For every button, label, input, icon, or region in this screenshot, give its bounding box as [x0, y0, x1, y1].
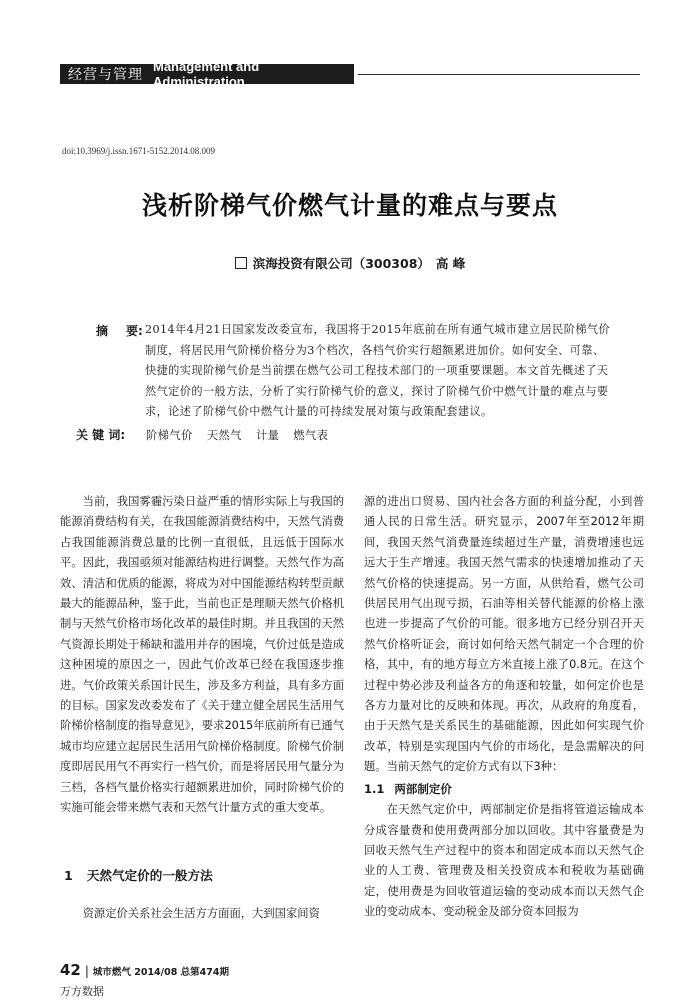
magazine-info: 城市燃气 2014/08 总第474期: [92, 967, 229, 978]
body-paragraph: 在天然气定价中，两部制定价是指将管道运输成本分成容量费和使用费两部分加以回收。其中容量费是为回收天然气生产过程中的资本和固定成本而以天然气企业的人工费、管理费及相关投资成本和税收为基础确定，使用费是为回收管道运输的变动成本而以天然气企业的变动成本、变动税金及部分资本回报为: [364, 803, 644, 919]
keyword-item: 阶梯气价: [146, 429, 193, 442]
section-heading: [60, 865, 213, 884]
body-right-column: [364, 492, 644, 923]
keyword-item: 燃气表: [293, 429, 329, 442]
source-watermark: 万方数据: [60, 985, 104, 998]
keywords-list: [146, 427, 339, 443]
article-title: 浅析阶梯气价燃气计量的难点与要点: [141, 191, 558, 220]
section-label-cn: 经营与管理: [68, 67, 143, 83]
body-paragraph: 资源定价关系社会生活方方面面，大到国家间资: [82, 907, 320, 920]
checkbox-square-icon: [235, 257, 247, 269]
abstract-label-b: 要:: [126, 324, 143, 338]
author-name: 高 峰: [435, 256, 466, 271]
page-footer: [60, 960, 229, 979]
abstract-label-a: 摘: [96, 324, 109, 338]
subsection-title: 两部制定价: [394, 781, 452, 796]
subsection-number: 1.1: [364, 781, 385, 796]
body-left-column: [60, 492, 344, 819]
author-line: [0, 254, 700, 272]
body-paragraph: 源的进出口贸易、国内社会各方面的利益分配，小到普通人民的日常生活。研究显示，2007年至2012年期间，我国天然气消费量连续超过生产量，消费增速也远远大于生产增速。我国天然气需求的快速增加推动了天然气价格的快速提高。另一方面，从供给看，燃气公司供居民用气出现亏损，石油等相关替代能源的价格上涨也进一步提高了气价的可能。很多地方已经分别召开天然气价格听证会，商讨如何给天然气制定一个合理的价格，其中，有的地方每立方米直接上涨了0.8元。在这个过程中势必涉及利益各方的角逐和较量，如何定价也是各方力量对比的反映和体现。再次，从政府的角度看，由于天然气是关系民生的基础能源，因此如何实现气价改革，特别是实现国内气价的市场化，是急需解决的问题。当前天然气的定价方式有以下3种：: [364, 495, 644, 774]
abstract-label: [96, 322, 143, 339]
keywords-label: 关 键 词:: [76, 428, 126, 442]
footer-separator: |: [84, 964, 89, 978]
doi[interactable]: doi:10.3969/j.issn.1671-5152.2014.08.009: [62, 146, 216, 156]
abstract-text: 2014年4月21日国家发改委宣布，我国将于2015年底前在所有通气城市建立居民阶梯气价制度，将居民用气阶梯价格分为3个档次，各档气价实行超额累进加价。如何安全、可靠、快捷的实现阶梯气价是当前摆在燃气公司工程技术部门的一项重要课题。本文首先概述了天然气定价的一般方法，分析了实行阶梯气价的意义，探讨了阶梯气价中燃气计量的难点与要求，论述了阶梯气价中燃气计量的可持续发展对策与政策配套建议。: [145, 323, 611, 418]
keyword-item: 天然气: [206, 429, 242, 442]
section-title: 天然气定价的一般方法: [86, 868, 213, 883]
body-paragraph: 当前，我国雾霾污染日益严重的情形实际上与我国的能源消费结构有关，在我国能源消费结构中，天然气消费占我国能源消费总量的比例一直很低，且远低于国际水平。因此，我国亟须对能源结构进行调整。天然气作为高效、清洁和优质的能源，将成为对中国能源结构转型贡献最大的能源品种，鉴于此，当前也正是理顺天然气价格机制与天然气价格市场化改革的最佳时期。并且我国的天然气资源长期处于稀缺和滥用并存的困境，气价过低是造成这种困境的原因之一，因此气价改革已经在我国逐步推进。气价政策关系国计民生，涉及多方利益，具有多方面的目标。国家发改委发布了《关于建立健全居民生活用气阶梯价格制度的指导意见》，要求2015年底前所有已通气城市均应建立起居民生活用气阶梯价格制度。阶梯气价制度即居民用气不再实行一档气价，而是将居民用气量分为三档，各档气量价格实行超额累进加价，同时阶梯气价的实施可能会带来燃气表和天然气计量方式的重大变革。: [60, 495, 344, 815]
section-banner: [60, 59, 358, 89]
banner-rule: [358, 74, 640, 75]
page-number: 42: [60, 961, 81, 979]
section-label-en: Management and Administration: [152, 59, 260, 89]
section-number: 1: [64, 868, 73, 883]
keyword-item: 计量: [255, 429, 280, 442]
author-affiliation: 滨海投资有限公司（300308）: [252, 256, 430, 271]
subsection-heading: [364, 779, 644, 799]
